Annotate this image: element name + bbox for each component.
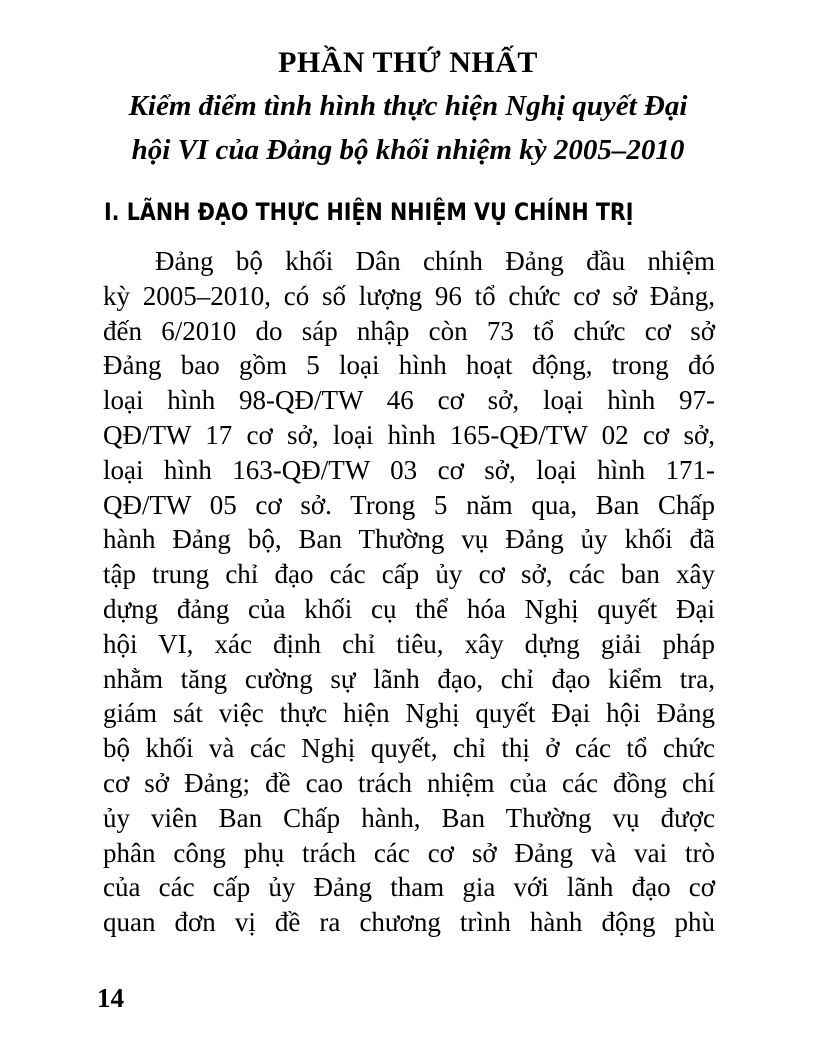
page-number: 14 xyxy=(97,983,124,1013)
paragraph-line: kỳ 2005–2010, có số lượng 96 tổ chức cơ sở Đảng, xyxy=(103,280,715,311)
paragraph-line: hành Đảng bộ, Ban Thường vụ Đảng ủy khối đã xyxy=(103,524,715,555)
paragraph-line: phân công phụ trách các cơ sở Đảng và vai trò xyxy=(103,837,715,868)
paragraph-line: quan đơn vị đề ra chương trình hành động phù xyxy=(103,907,715,938)
paragraph-line: đến 6/2010 do sáp nhập còn 73 tổ chức cơ sở xyxy=(103,315,715,346)
paragraph-line: nhằm tăng cường sự lãnh đạo, chỉ đạo kiểm tra, xyxy=(103,663,715,694)
paragraph-line: dựng đảng của khối cụ thể hóa Nghị quyết Đại xyxy=(103,593,715,624)
paragraph-line: loại hình 163-QĐ/TW 03 cơ sở, loại hình 171- xyxy=(103,454,715,485)
paragraph-line: Đảng bộ khối Dân chính Đảng đầu nhiệm xyxy=(155,246,715,276)
paragraph-line: bộ khối và các Nghị quyết, chỉ thị ở các tổ chức xyxy=(103,733,715,764)
paragraph-line: hội VI, xác định chỉ tiêu, xây dựng giải pháp xyxy=(103,628,715,659)
paragraph-line: QĐ/TW 17 cơ sở, loại hình 165-QĐ/TW 02 cơ sở, xyxy=(103,419,715,450)
subtitle-line-2: hội VI của Đảng bộ khối nhiệm kỳ 2005–2010 xyxy=(131,134,685,166)
paragraph-line: cơ sở Đảng; đề cao trách nhiệm của các đồng chí xyxy=(103,767,715,798)
section-heading: I. LÃNH ĐẠO THỰC HIỆN NHIỆM VỤ CHÍNH TRỊ xyxy=(104,198,634,226)
paragraph-line: của các cấp ủy Đảng tham gia với lãnh đạo cơ xyxy=(103,872,715,903)
part-title: PHẦN THỨ NHẤT xyxy=(278,46,538,79)
paragraph-line: Đảng bao gồm 5 loại hình hoạt động, trong đó xyxy=(103,350,715,381)
subtitle-line-1: Kiểm điểm tình hình thực hiện Nghị quyết Đại xyxy=(128,90,688,122)
paragraph-line: ủy viên Ban Chấp hành, Ban Thường vụ được xyxy=(103,802,715,833)
body-paragraph xyxy=(103,244,715,940)
paragraph-line: tập trung chỉ đạo các cấp ủy cơ sở, các ban xây xyxy=(103,559,715,590)
paragraph-line: giám sát việc thực hiện Nghị quyết Đại hội Đảng xyxy=(103,698,715,729)
paragraph-line: QĐ/TW 05 cơ sở. Trong 5 năm qua, Ban Chấp xyxy=(103,489,715,520)
paragraph-line: loại hình 98-QĐ/TW 46 cơ sở, loại hình 97- xyxy=(103,385,715,416)
